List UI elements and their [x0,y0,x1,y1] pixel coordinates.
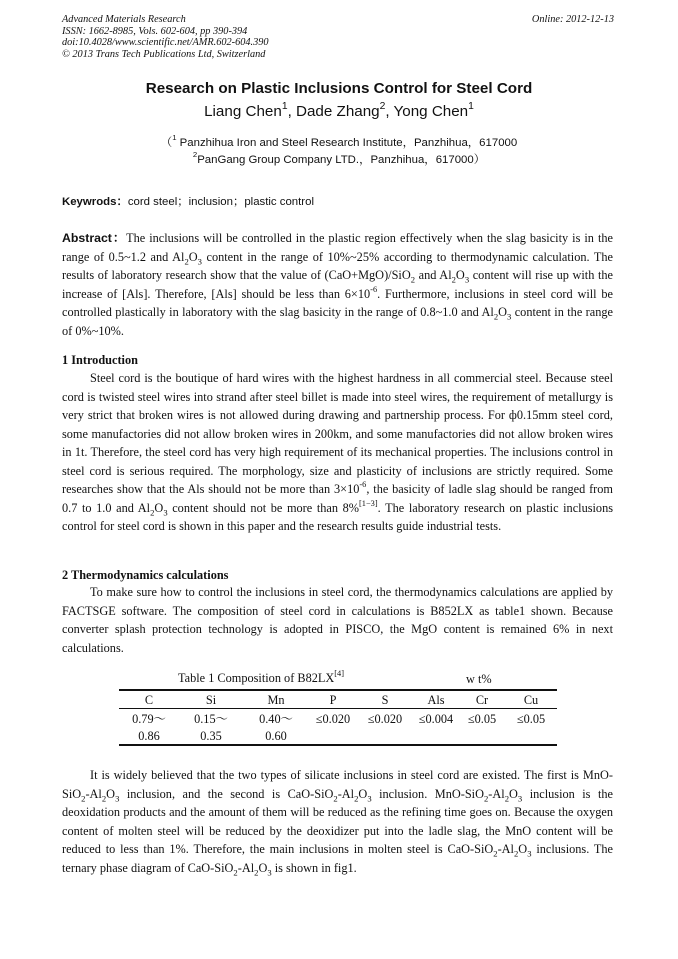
subscript: 2 [184,255,189,266]
section-heading-introduction: 1 Introduction [62,353,138,367]
subscript: 2 [451,274,456,285]
author-affiliation-mark: 1 [468,100,474,112]
subscript: 2 [513,848,519,859]
author-separator: , [385,103,394,120]
silicate-inclusions-paragraph [62,766,613,877]
table-caption [178,671,344,686]
publication-header [62,14,269,60]
affiliation-mark: 1 [172,133,177,143]
table-header-cell: P [329,693,337,707]
thermodynamics-paragraph: To make sure how to control the inclusions in steel cord, the thermodynamics calculations are applied by FACTSGE software. The composition of steel cord in calculations is B852LX as table1 shown. Because converter splash protection technology is adopted in PISCO, the MgO content is remained 6% in next calculations. [62,585,613,655]
abstract-text: content will rise up with the increase of [Als]. Therefore, [Als] should be less than 6×10 [62,268,613,301]
body-text: -Al [237,860,255,875]
table-header-cell: Als [427,693,445,707]
author-list [0,100,678,120]
table-cell: 0.15～ [194,712,228,726]
abstract-text: O [498,305,508,319]
body-text: inclusions. The ternary phase diagram of CaO-SiO [62,842,613,875]
table-cell: 0.40～ [259,712,293,726]
body-text: O [358,786,368,801]
table-header-cell: Mn [267,693,285,707]
body-text: -Al [337,786,355,801]
subscript: 2 [493,848,498,859]
table-caption-text: Table 1 Composition of B82LX [178,671,335,685]
body-text: It is widely believed that the two types of silicate inclusions in steel cord are existed. The first is MnO-SiO [62,768,613,801]
author-affiliation-mark: 2 [379,100,386,112]
table-cell: ≤0.020 [367,712,403,726]
abstract-label: Abstract： [62,231,127,245]
subscript: 3 [527,848,532,859]
table-header-cell: S [381,693,389,707]
body-text: content should not be more than 8% [167,500,359,515]
abstract-text: O [188,249,198,264]
table-cell: 0.79～ [132,712,166,726]
author-name: Yong Chen [393,103,469,120]
subscript: 3 [507,311,512,322]
table-header-cell: C [144,693,154,707]
citation: [4] [334,669,345,679]
section-heading-thermodynamics: 2 Thermodynamics calculations [62,568,229,582]
abstract [62,229,613,340]
subscript: 3 [197,255,202,266]
affiliation-text: Panzhihua Iron and Steel Research Institute，Panzhihua，617000 [176,137,518,149]
copyright-line: © 2013 Trans Tech Publications Ltd, Switzerland [62,48,266,60]
table-cell: ≤0.05 [467,712,497,726]
subscript: 2 [354,792,359,803]
table-cell: ≤0.05 [516,712,546,726]
table-header-cell: Si [205,693,217,707]
abstract-text: content in the range of 10%~25% according to thermodynamic calculation. The results of laboratory research show that the value of (CaO+MgO)/SiO [62,249,614,282]
table-header-cell: Cu [523,693,539,707]
body-text: -Al [488,786,505,801]
affiliation-text: PanGang Group Company LTD.，Panzhihua，617000） [197,154,486,166]
table-header-cell: Cr [475,693,489,707]
subscript: 3 [464,274,470,285]
subscript: 3 [517,792,523,803]
body-text: O [509,786,518,801]
affiliation-mark: 2 [192,150,198,160]
subscript: 3 [163,506,168,517]
body-text: Steel cord is the boutique of hard wires with the highest hardness in all commercial steel. Because steel cord is twisted steel wires into strand after steel billet is made into steel wires, the requirement of metallurgy is very strict that broken wires is not allowed during drawing and partnership process. For ф0.15mm steel cord, some manufactories did not allow broken wires in 200km, and some manufactories did not allow broken wires in 1t. Therefore, the steel cord has very high requirement of its mechanical properties. The inclusions control in steel cord is serious required. The morphology, size and plasticity of inclusions are strictly required. Some researches show that the Als should not be more than 3×10 [62,371,613,496]
table-cell: ≤0.020 [315,712,351,726]
keywords-text: cord steel；inclusion；plastic control [127,196,314,208]
body-text: is shown in fig1. [271,860,357,875]
affiliation-bracket: （ [160,137,173,149]
table-cell: ≤0.004 [418,712,454,726]
body-text: O [154,500,164,515]
body-text: , the basicity of ladle slag should be ranged from 0.7 to 1.0 and Al [62,482,613,515]
abstract-text: . Furthermore, inclusions in steel cord will be controlled plastically in laboratory with the slag basicity in the range of 0.8~1.0 and Al [62,286,613,319]
abstract-text: O [455,268,465,282]
paper-title: Research on Plastic Inclusions Control for Steel Cord [145,80,533,97]
body-text: inclusion. MnO-SiO [371,786,484,801]
superscript: -6 [370,284,378,294]
body-text: O [518,842,528,856]
keywords [62,193,314,209]
superscript: -6 [359,480,367,490]
issn-line: ISSN: 1662-8985, Vols. 602-604, pp 390-394 [62,25,248,37]
table-cell: 0.60 [265,729,287,743]
subscript: 3 [367,792,372,803]
subscript: 2 [504,792,509,803]
subscript: 2 [150,506,155,517]
subscript: 2 [333,792,338,803]
author-separator: , [287,103,297,120]
journal-name: Advanced Materials Research [62,14,186,25]
subscript: 2 [233,866,238,877]
subscript: 2 [410,274,416,285]
table-unit: w t% [466,672,492,686]
subscript: 2 [101,792,107,803]
subscript: 3 [115,792,120,803]
body-text: inclusion is the deoxidation products and the amount of them will be reduced as the refining time goes on. Because the oxygen content of molten steel will be reduced by the deoxidizer put into the ladle slag, the MnO content will be reduced to less than 1%. Therefore, the main inclusions in molten steel is CaO-SiO [62,786,613,856]
table-cell: 0.35 [200,729,222,743]
body-text: O [258,860,268,875]
abstract-text: and Al [415,268,452,282]
subscript: 2 [81,792,86,803]
subscript: 2 [483,792,489,803]
online-date: Online: 2012-12-13 [531,14,614,25]
abstract-text: The inclusions will be controlled in the plastic region effectively when the slag basicity is in the range of 0.5~1.2 and Al [62,231,613,264]
body-text: inclusion, and the second is CaO-SiO [119,786,334,801]
subscript: 3 [267,866,272,877]
affiliation-2 [0,151,678,167]
table-cell: 0.86 [138,729,160,743]
affiliation-1 [0,134,678,150]
body-text: . The laboratory research on plastic inclusions control for steel cord is shown in this paper and the research results guide industrial tests. [62,500,614,533]
author-name: Dade Zhang [296,103,380,120]
citation: [1−3] [359,498,378,508]
author-name: Liang Chen [204,103,282,120]
abstract-text: content in the range of 0%~10%. [62,305,613,338]
author-affiliation-mark: 1 [281,100,288,112]
subscript: 2 [493,311,499,322]
subscript: 2 [254,866,259,877]
body-text: -Al [497,842,514,856]
body-text: -Al [85,786,102,801]
introduction-paragraph [62,369,613,536]
doi-line: doi:10.4028/www.scientific.net/AMR.602-604.390 [62,37,269,48]
keywords-label: Keywrods： [62,196,128,208]
body-text: O [106,786,116,801]
